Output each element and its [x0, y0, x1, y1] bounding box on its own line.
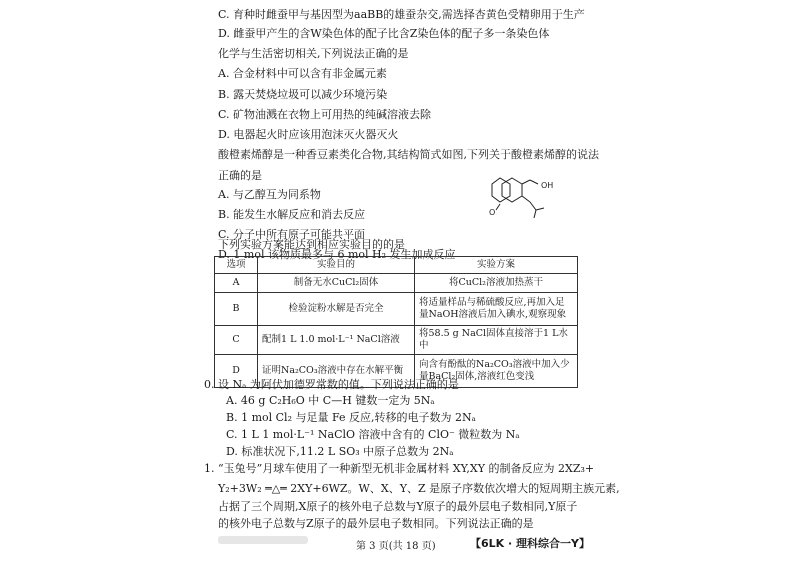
q9-stem-line2: 正确的是 [218, 169, 262, 182]
q9-option-c: C. 分子中所有原子可能共平面 [218, 228, 366, 241]
q8-option-d: D. 电器起火时应该用泡沫灭火器灭火 [218, 128, 399, 141]
q9-option-d: D. 1 mol 该物质最多与 6 mol H₂ 发生加成反应 [218, 248, 456, 261]
q10-option-b: B. 1 mol Cl₂ 与足量 Fe 反应,转移的电子数为 2Nₐ [226, 411, 476, 424]
table-row [215, 274, 578, 293]
table-cell: 制备无水CuCl₂固体 [258, 274, 415, 293]
coumarin-structure-diagram [486, 168, 562, 220]
table-cell: 配制1 L 1.0 mol·L⁻¹ NaCl溶液 [258, 326, 415, 355]
q10-option-c: C. 1 L 1 mol·L⁻¹ NaClO 溶液中含有的 ClO⁻ 微粒数为 Nₐ [226, 428, 520, 441]
table-cell: 证明Na₂CO₃溶液中存在水解平衡 [258, 355, 415, 388]
q9-option-a: A. 与乙醇互为同系物 [218, 188, 321, 201]
table-cell: 向含有酚酞的Na₂CO₃溶液中加入少量BaCl₂固体,溶液红色变浅 [415, 355, 578, 388]
q7-option-d: D. 雌蚕甲产生的含W染色体的配子比含Z染色体的配子多一条染色体 [218, 27, 550, 40]
table-cell: 检验淀粉水解是否完全 [258, 293, 415, 326]
q11-stem-line3: 占据了三个周期,X原子的核外电子总数与Y原子的最外层电子数相同,Y原子 [218, 500, 578, 513]
table-cell: C [215, 326, 258, 355]
q11-stem-line1: 1. “玉兔号”月球车使用了一种新型无机非金属材料 XY,XY 的制备反应为 2XZ₃+ [204, 462, 595, 475]
table-header-option: 选项 [215, 257, 258, 274]
table-cell: A [215, 274, 258, 293]
q8-option-b: B. 露天焚烧垃圾可以减少环境污染 [218, 88, 388, 101]
carbonyl-oxygen-label: O [489, 208, 496, 217]
q8-stem: 化学与生活密切相关,下列说法正确的是 [218, 47, 409, 60]
table-cell: 将58.5 g NaCl固体直接溶于1 L水中 [415, 326, 578, 355]
exam-code: 【6LK · 理科综合一Y】 [470, 537, 590, 550]
q9-stem-line1: 酸橙素烯醇是一种香豆素类化合物,其结构简式如图,下列关于酸橙素烯醇的说法 [218, 148, 599, 161]
q8-option-a: A. 合金材料中可以含有非金属元素 [218, 67, 387, 80]
table-intro: 下列实验方案能达到相应实验目的的是 [218, 238, 405, 251]
experiment-table [214, 256, 578, 388]
faded-footer-text [218, 536, 308, 544]
table-row [215, 326, 578, 355]
table-cell: 将适量样品与稀硫酸反应,再加入足量NaOH溶液后加入碘水,观察现象 [415, 293, 578, 326]
q7-option-c: C. 育种时雌蚕甲与基因型为aaBB的雄蚕杂交,需选择杏黄色受精卵用于生产 [218, 8, 585, 21]
q10-option-a: A. 46 g C₂H₆O 中 C—H 键数一定为 5Nₐ [226, 394, 435, 407]
hydroxyl-label: OH [541, 181, 554, 190]
q9-option-b: B. 能发生水解反应和消去反应 [218, 208, 366, 221]
table-row [215, 293, 578, 326]
q10-option-d: D. 标准状况下,11.2 L SO₃ 中原子总数为 2Nₐ [226, 445, 454, 458]
table-header-purpose: 实验目的 [258, 257, 415, 274]
table-cell: D [215, 355, 258, 388]
q8-option-c: C. 矿物油溅在衣物上可用热的纯碱溶液去除 [218, 108, 432, 121]
table-cell: B [215, 293, 258, 326]
q11-stem-line2: Y₂+3W₂ ═△═ 2XY+6WZ。W、X、Y、Z 是原子序数依次增大的短周期主族元素, [218, 482, 620, 495]
page-number: 第 3 页(共 18 页) [356, 541, 436, 552]
q10-stem: 0. 设 Nₐ 为阿伏加德罗常数的值。下列说法正确的是 [204, 378, 459, 391]
table-cell: 将CuCl₂溶液加热蒸干 [415, 274, 578, 293]
q11-stem-line4: 的核外电子总数与Z原子的最外层电子数相同。下列说法正确的是 [218, 517, 534, 530]
table-header-plan: 实验方案 [415, 257, 578, 274]
